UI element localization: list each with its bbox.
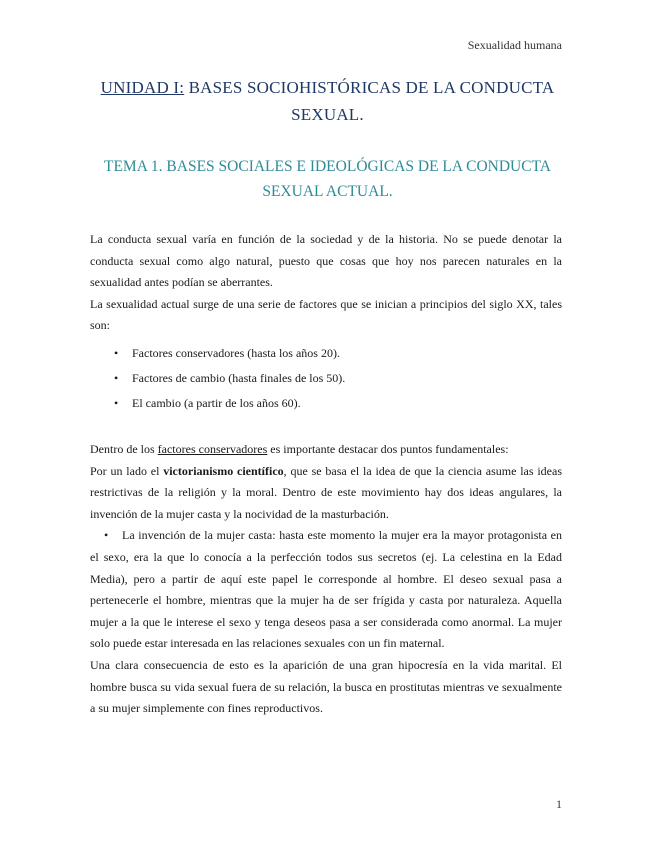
paragraph-conservative-factors [90,439,562,461]
paragraph-victorianism [90,461,562,526]
document-body [90,229,562,720]
unit-title [90,74,565,128]
factors-list [90,341,562,416]
paragraph-intro: La conducta sexual varía en función de la sociedad y de la historia. No se puede denotar la conducta sexual como algo natural, puesto que cosas que hoy nos parecen naturales en la sexualidad antes podían se aberrantes. [90,232,562,290]
unit-prefix: UNIDAD I: [100,78,185,97]
text-segment: es importante destacar dos puntos fundamentales: [267,441,509,456]
paragraph-factors-intro: La sexualidad actual surge de una serie de factores que se inician a principios del siglo XX, tales son: [90,296,562,333]
text-segment: , que se basa el la idea de que la ciencia asume las ideas restrictivas de la religión y la moral. Dentro de este movimiento hay dos ideas angulares, la invención de la mujer casta y la nocividad de la masturbación. [90,463,563,521]
spacer [90,416,562,439]
list-item: • Factores de cambio (hasta finales de los 50). [90,366,562,391]
text-segment: Por un lado el [90,463,164,478]
list-item: • Factores conservadores (hasta los años 20). [90,341,562,366]
page-number: 1 [556,797,562,811]
theme-title: TEMA 1. BASES SOCIALES E IDEOLÓGICAS DE LA CONDUCTA SEXUAL ACTUAL. [104,158,551,200]
underlined-term: factores conservadores [157,441,268,456]
bullet-text: La invención de la mujer casta: hasta este momento la mujer era la mayor protagonista en el sexo, era la que lo conocía a la perfección todos sus secretos (ej. La celestina en la Edad Media), pero a partir de aquí este papel le corresponde al hombre. El deseo sexual pasa a pertenecerle el hombre, mientras que la mujer ha de ser frígida y casta por naturaleza. Aquella mujer a la que le interese el sexo y tenga deseos pasa a ser considerada como anormal. La mujer solo puede estar interesada en las relaciones sexuales con un fin maternal. [90,528,562,651]
running-header: Sexualidad humana [467,38,562,52]
paragraph-consequence: Una clara consecuencia de esto es la aparición de una gran hipocresía en la vida marital. El hombre busca su vida sexual fuera de su relación, la busca en prostitutas mientras ve sexualmente a su mujer simplemente con fines reproductivos. [90,657,562,716]
bold-term: victorianismo científico [163,463,284,478]
unit-title-text: BASES SOCIOHISTÓRICAS DE LA CONDUCTA SEXUAL. [184,78,555,124]
text-segment: Dentro de los [90,441,158,456]
bullet-paragraph-chaste-woman [90,525,562,655]
list-item: • El cambio (a partir de los años 60). [90,391,562,416]
bullet-icon: • [104,528,109,543]
